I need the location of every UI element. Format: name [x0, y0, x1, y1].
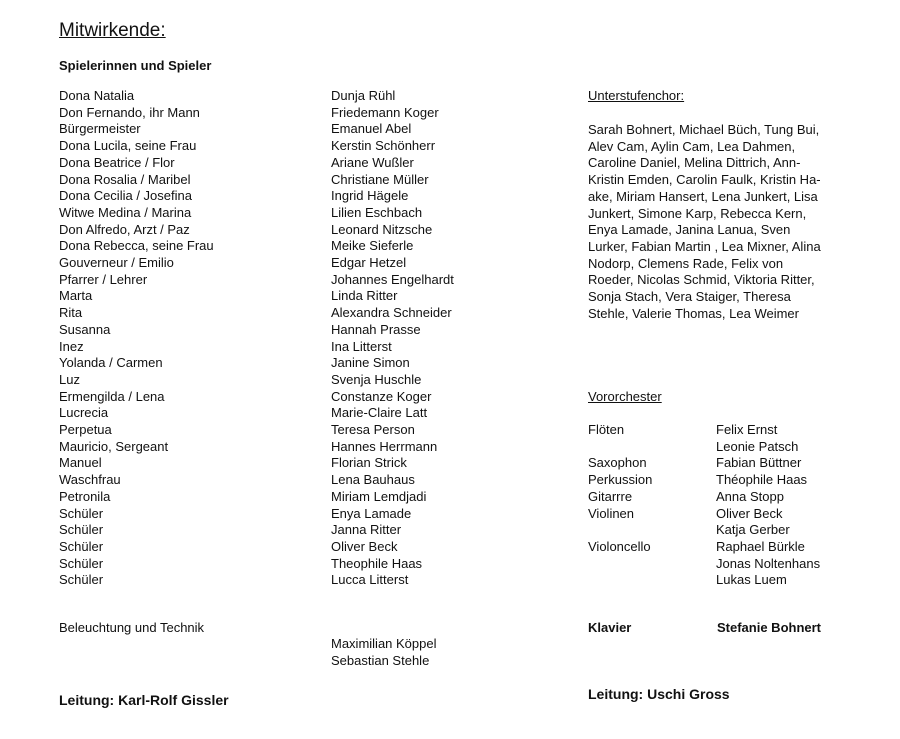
choir-line: Sarah Bohnert, Michael Büch, Tung Bui,	[588, 122, 820, 137]
choir-line: Sonja Stach, Vera Staiger, Theresa	[588, 289, 791, 305]
cast-actor: Hannah Prasse	[331, 321, 421, 337]
cast-actor: Emanuel Abel	[331, 121, 412, 137]
cast-actor: Lucca Litterst	[331, 572, 409, 588]
cast-actor: Hannes Herrmann	[331, 438, 438, 454]
cast-role: Bürgermeister	[59, 121, 141, 137]
cast-actor: Miriam Lemdjadi	[331, 488, 427, 504]
cast-actor: Lena Bauhaus	[331, 472, 415, 488]
cast-actor: Constanze Koger	[331, 388, 432, 404]
page-title: Mitwirkende:	[59, 20, 166, 41]
orchestra-list	[588, 422, 868, 589]
choir-line: Alev Cam, Aylin Cam, Lea Dahmen,	[588, 138, 796, 154]
orchestra-player: Anna Stopp	[716, 488, 784, 504]
piano-player: Stefanie Bohnert	[717, 620, 822, 635]
tech-name: Sebastian Stehle	[331, 652, 430, 668]
cast-role: Lucrecia	[59, 405, 109, 421]
choir-line: ake, Miriam Hansert, Lena Junkert, Lisa	[588, 188, 818, 204]
cast-role: Inez	[59, 338, 84, 354]
cast-role: Rita	[59, 305, 83, 321]
orchestra-instrument	[588, 556, 716, 573]
cast-actor: Christiane Müller	[331, 171, 429, 187]
cast-actor: Florian Strick	[331, 455, 407, 471]
orchestra-row	[588, 455, 868, 472]
cast-actors-column	[331, 88, 454, 589]
piano-instrument: Klavier	[588, 620, 632, 635]
orchestra-instrument	[588, 522, 716, 539]
orchestra-player: Lukas Luem	[716, 572, 787, 588]
cast-actor: Friedemann Koger	[331, 104, 439, 120]
orchestra-instrument: Violoncello	[588, 538, 651, 554]
cast-role: Susanna	[59, 321, 111, 337]
orchestra-player: Théophile Haas	[716, 472, 808, 488]
orchestra-row	[588, 522, 868, 539]
choir-line: Stehle, Valerie Thomas, Lea Weimer	[588, 305, 799, 321]
cast-role: Marta	[59, 288, 93, 304]
cast-role: Dona Cecilia / Josefina	[59, 188, 192, 204]
orchestra-player: Fabian Büttner	[716, 455, 802, 471]
cast-actor: Leonard Nitzsche	[331, 221, 433, 237]
cast-role: Ermengilda / Lena	[59, 388, 165, 404]
cast-actor: Janna Ritter	[331, 522, 402, 538]
orchestra-instrument: Flöten	[588, 422, 625, 437]
cast-role: Schüler	[59, 572, 104, 588]
cast-actor: Teresa Person	[331, 422, 415, 438]
cast-actor: Linda Ritter	[331, 288, 398, 304]
cast-actor: Ariane Wußler	[331, 154, 414, 170]
cast-role: Don Alfredo, Arzt / Paz	[59, 221, 190, 237]
choir-line: Roeder, Nicolas Schmid, Viktoria Ritter,	[588, 272, 815, 288]
orchestra-row	[588, 489, 868, 506]
orchestra-instrument: Gitarrre	[588, 488, 633, 504]
cast-role: Schüler	[59, 538, 104, 554]
director-right: Leitung: Uschi Gross	[588, 686, 730, 702]
tech-names	[331, 636, 437, 669]
choir-line: Nodorp, Clemens Rade, Felix von	[588, 255, 784, 271]
tech-label: Beleuchtung und Technik	[59, 620, 205, 635]
cast-role: Luz	[59, 371, 80, 387]
cast-role: Yolanda / Carmen	[59, 355, 163, 371]
choir-line: Junkert, Simone Karp, Rebecca Kern,	[588, 205, 807, 221]
cast-actor: Dunja Rühl	[331, 88, 396, 103]
cast-role: Dona Lucila, seine Frau	[59, 138, 197, 154]
orchestra-player: Raphael Bürkle	[716, 538, 805, 554]
orchestra-player: Jonas Noltenhans	[716, 555, 821, 571]
orchestra-row	[588, 506, 868, 523]
cast-role: Perpetua	[59, 422, 112, 438]
cast-role: Schüler	[59, 555, 104, 571]
cast-actor: Marie-Claire Latt	[331, 405, 428, 421]
cast-role: Pfarrer / Lehrer	[59, 271, 148, 287]
cast-actor: Ina Litterst	[331, 338, 392, 354]
orchestra-instrument: Saxophon	[588, 455, 647, 471]
cast-actor: Meike Sieferle	[331, 238, 414, 254]
choir-line: Lurker, Fabian Martin , Lea Mixner, Alina	[588, 238, 821, 254]
orchestra-player: Felix Ernst	[716, 422, 778, 437]
tech-name: Maximilian Köppel	[331, 636, 437, 651]
cast-roles-column	[59, 88, 214, 589]
cast-actor: Kerstin Schönherr	[331, 138, 436, 154]
cast-actor: Alexandra Schneider	[331, 305, 452, 321]
orchestra-row	[588, 472, 868, 489]
cast-actor: Oliver Beck	[331, 538, 398, 554]
orchestra-player: Oliver Beck	[716, 505, 783, 521]
orchestra-instrument	[588, 439, 716, 456]
choir-heading: Unterstufenchor:	[588, 88, 685, 103]
cast-actor: Enya Lamade	[331, 505, 412, 521]
orchestra-row	[588, 539, 868, 556]
orchestra-row	[588, 439, 868, 456]
cast-actor: Theophile Haas	[331, 555, 423, 571]
cast-heading: Spielerinnen und Spieler	[59, 58, 212, 73]
director-left: Leitung: Karl-Rolf Gissler	[59, 692, 229, 708]
choir-line: Enya Lamade, Janina Lanua, Sven	[588, 222, 791, 238]
cast-role: Schüler	[59, 505, 104, 521]
cast-actor: Johannes Engelhardt	[331, 271, 454, 287]
orchestra-heading: Vororchester	[588, 389, 662, 404]
cast-actor: Ingrid Hägele	[331, 188, 409, 204]
cast-role: Petronila	[59, 488, 111, 504]
cast-actor: Janine Simon	[331, 355, 410, 371]
orchestra-row	[588, 572, 868, 589]
orchestra-player: Leonie Patsch	[716, 438, 799, 454]
choir-line: Caroline Daniel, Melina Dittrich, Ann-	[588, 155, 801, 171]
choir-line: Kristin Emden, Carolin Faulk, Kristin Ha-	[588, 172, 821, 188]
orchestra-row	[588, 556, 868, 573]
cast-role: Mauricio, Sergeant	[59, 438, 169, 454]
cast-role: Dona Beatrice / Flor	[59, 154, 175, 170]
cast-role: Dona Rebecca, seine Frau	[59, 238, 214, 254]
cast-actor: Svenja Huschle	[331, 371, 422, 387]
cast-role: Gouverneur / Emilio	[59, 255, 174, 271]
orchestra-instrument: Perkussion	[588, 472, 653, 488]
cast-actor: Lilien Eschbach	[331, 204, 423, 220]
cast-role: Dona Natalia	[59, 88, 135, 103]
choir-members	[588, 122, 856, 322]
cast-role: Schüler	[59, 522, 104, 538]
cast-role: Waschfrau	[59, 472, 121, 488]
cast-actor: Edgar Hetzel	[331, 255, 407, 271]
orchestra-instrument: Violinen	[588, 505, 635, 521]
cast-role: Manuel	[59, 455, 102, 471]
orchestra-row	[588, 422, 868, 439]
cast-role: Don Fernando, ihr Mann	[59, 104, 200, 120]
orchestra-instrument	[588, 572, 716, 589]
cast-role: Dona Rosalia / Maribel	[59, 171, 191, 187]
cast-role: Witwe Medina / Marina	[59, 204, 192, 220]
orchestra-player: Katja Gerber	[716, 522, 790, 538]
